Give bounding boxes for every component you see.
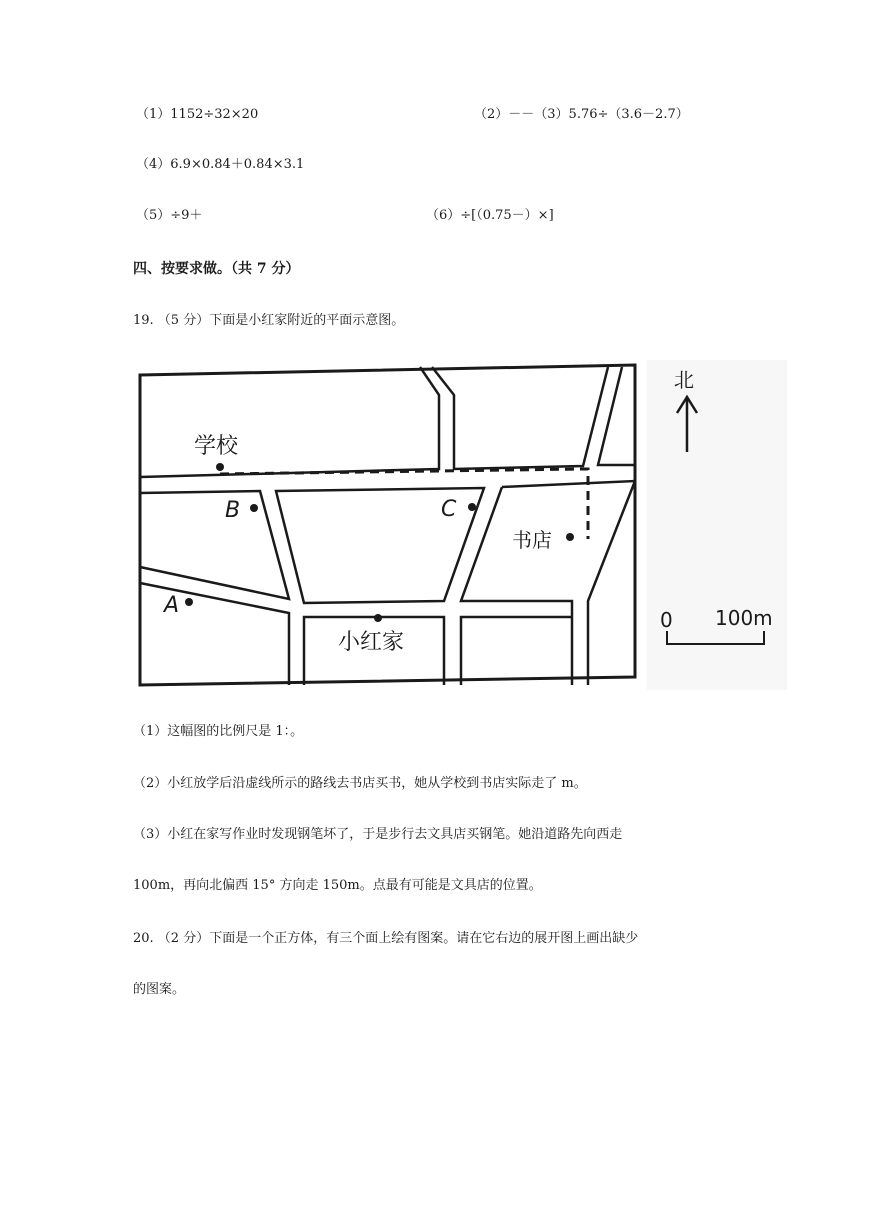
calc-item-1: （1）1152÷32×20 — [136, 107, 259, 122]
question-19-sub-3-line-1: （3）小红在家写作业时发现钢笔坏了，于是步行去文具店买钢笔。她沿道路先向西走 — [133, 827, 623, 842]
question-19-sub-3-line-2: 100m，再向北偏西 15° 方向走 150m。点最有可能是文具店的位置。 — [133, 878, 542, 893]
calc-item-4: （4）6.9×0.84＋0.84×3.1 — [136, 157, 305, 172]
calc-item-2-3: （2）－－（3）5.76÷（3.6－2.7） — [474, 107, 689, 122]
home-label: 小红家 — [338, 630, 405, 655]
point-b — [250, 504, 258, 512]
calc-item-5: （5）÷9＋ — [136, 208, 203, 223]
question-19-sub-1: （1）这幅图的比例尺是 1：。 — [133, 724, 304, 739]
question-20-line-1: 20. （2 分）下面是一个正方体，有三个面上绘有图案。请在它右边的展开图上画出缺少 — [133, 931, 639, 946]
point-b-label: B — [225, 498, 241, 523]
point-a — [185, 598, 193, 606]
question-19-stem: 19. （5 分）下面是小红家附近的平面示意图。 — [133, 313, 405, 328]
scale-zero-label: 0 — [660, 608, 673, 632]
neighborhood-map — [132, 355, 787, 695]
point-c — [468, 503, 476, 511]
bookstore-point — [566, 533, 574, 541]
point-c-label: C — [441, 497, 457, 522]
calc-item-6: （6）÷[（0.75－）×] — [426, 208, 554, 223]
point-a-label: A — [164, 593, 180, 618]
section-heading: 四、按要求做。（共 7 分） — [133, 261, 300, 277]
home-point — [374, 614, 382, 622]
map-svg — [132, 355, 787, 695]
school-point — [216, 463, 224, 471]
school-label: 学校 — [194, 434, 239, 459]
question-19-sub-2: （2）小红放学后沿虚线所示的路线去书店买书，她从学校到书店实际走了 m。 — [133, 776, 587, 791]
scale-length-label: 100m — [715, 606, 773, 630]
north-label: 北 — [674, 368, 694, 392]
question-20-line-2: 的图案。 — [133, 982, 186, 997]
bookstore-label: 书店 — [512, 528, 552, 552]
